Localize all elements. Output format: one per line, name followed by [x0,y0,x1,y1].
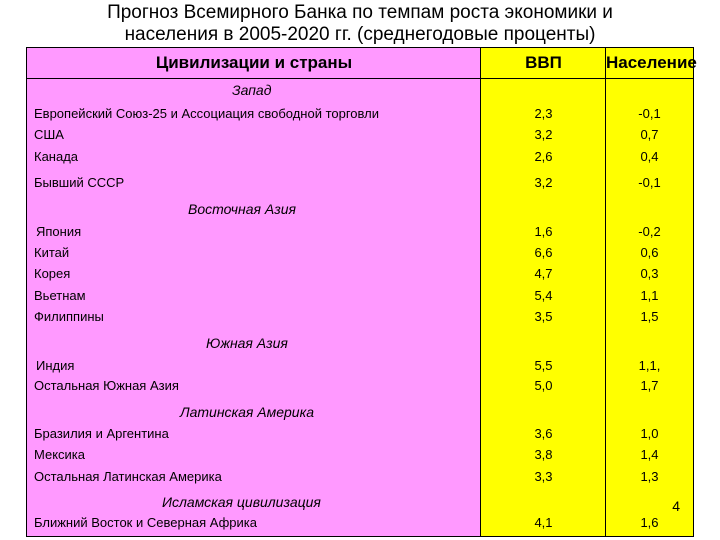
title-line-2: населения в 2005-2020 гг. (среднегодовые проценты) [124,24,596,45]
page-number: 4 [672,498,680,514]
row-name: Канада [34,149,79,164]
row-gdp: 5,5 [534,358,553,373]
row-gdp: 3,6 [534,426,553,441]
row-gdp: 2,3 [534,106,553,121]
group-label-east-asia: Восточная Азия [188,201,297,217]
forecast-table [26,47,697,537]
row-name: Вьетнам [34,288,86,303]
row-population: -0,1 [638,106,661,121]
row-name: Япония [36,224,82,239]
row-population: 1,6 [640,515,659,530]
row-population: 1,7 [640,378,659,393]
row-gdp: 4,7 [534,266,553,281]
row-gdp: 1,6 [534,224,553,239]
row-population: 0,3 [640,266,659,281]
row-population: 1,1, [638,358,661,373]
header-divider [27,78,693,79]
group-label-islamic: Исламская цивилизация [162,494,321,510]
row-name: Остальная Латинская Америка [34,469,222,484]
row-name: США [34,127,64,142]
row-name: Китай [34,245,70,260]
group-label-latin-america: Латинская Америка [180,404,314,420]
row-gdp: 3,2 [534,127,553,142]
row-population: 0,6 [640,245,659,260]
row-name: Европейский Союз-25 и Ассоциация свободной торговли [34,106,379,121]
row-gdp: 3,8 [534,447,553,462]
row-gdp: 3,3 [534,469,553,484]
row-name: Корея [34,266,71,281]
row-gdp: 2,6 [534,149,553,164]
row-gdp: 4,1 [534,515,553,530]
row-name: Индия [36,358,75,373]
row-name: Ближний Восток и Северная Африка [34,515,257,530]
row-name: Бразилия и Аргентина [34,426,169,441]
row-name: Остальная Южная Азия [34,378,179,393]
group-label-south-asia: Южная Азия [206,335,288,351]
group-label-west: Запад [232,82,272,98]
row-population: 1,3 [640,469,659,484]
row-gdp: 3,2 [534,175,553,190]
slide-title [0,2,720,46]
row-name: Мексика [34,447,86,462]
row-population: -0,1 [638,175,661,190]
header-population: Население [606,53,697,72]
title-line-1: Прогноз Всемирного Банка по темпам роста экономики и [107,2,613,23]
row-gdp: 3,5 [534,309,553,324]
row-population: 1,1 [640,288,659,303]
row-gdp: 6,6 [534,245,553,260]
row-gdp: 5,4 [534,288,553,303]
row-population: 1,5 [640,309,659,324]
row-name: Бывший СССР [34,175,125,190]
row-gdp: 5,0 [534,378,553,393]
row-name: Филиппины [34,309,104,324]
row-population: 1,4 [640,447,659,462]
header-countries: Цивилизации и страны [155,53,353,72]
row-population: 0,7 [640,127,659,142]
row-population: -0,2 [638,224,661,239]
row-population: 1,0 [640,426,659,441]
row-population: 0,4 [640,149,659,164]
header-gdp: ВВП [525,53,562,72]
